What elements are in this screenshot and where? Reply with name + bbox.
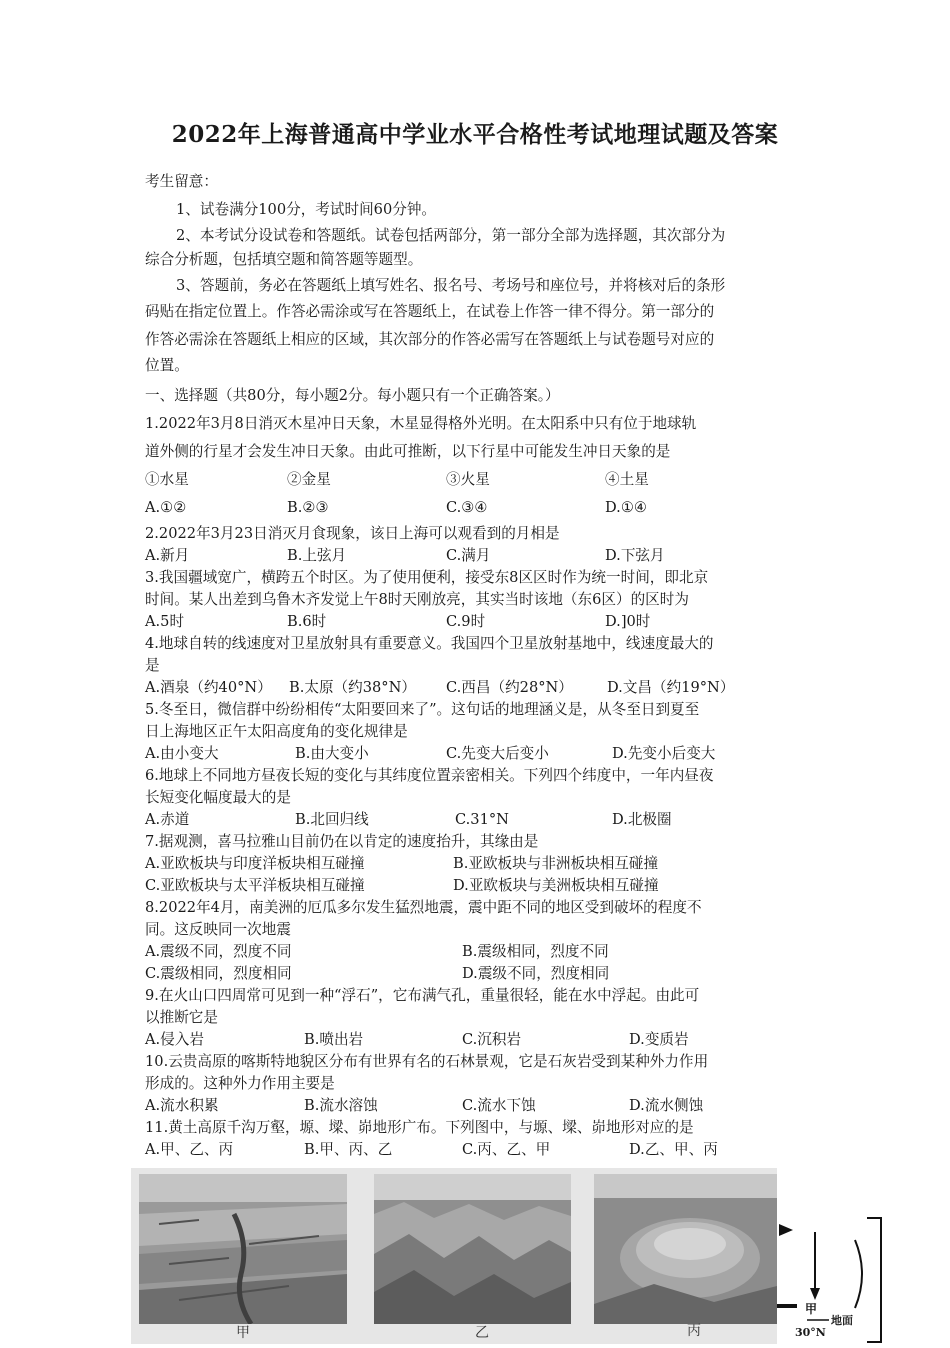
section-heading: 一、选择题（共80分，每小题2分。每小题只有一个正确答案。） bbox=[145, 387, 560, 404]
answer-option: C.9时 bbox=[446, 613, 486, 630]
diagram-label-lat: 30°N bbox=[795, 1326, 826, 1339]
planet-item: ①水星 bbox=[145, 471, 189, 488]
question-text: 形成的。这种外力作用主要是 bbox=[145, 1075, 335, 1092]
answer-option: D.乙、甲、丙 bbox=[629, 1141, 718, 1158]
landform-photos bbox=[131, 1168, 777, 1344]
answer-option: B.甲、丙、乙 bbox=[304, 1141, 393, 1158]
answer-option: D.震级不同，烈度相同 bbox=[462, 965, 610, 982]
answer-option: B.由大变小 bbox=[295, 745, 369, 762]
answer-option: A.亚欧板块与印度洋板块相互碰撞 bbox=[145, 855, 365, 872]
question-text: 7.据观测，喜马拉雅山目前仍在以肯定的速度抬升，其缘由是 bbox=[145, 833, 539, 850]
notice-item: 1、试卷满分100分，考试时间60分钟。 bbox=[176, 201, 437, 218]
answer-option: A.酒泉（约40°N） bbox=[145, 679, 272, 696]
question-text: 4.地球自转的线速度对卫星放射具有重要意义。我国四个卫星放射基地中，线速度最大的 bbox=[145, 635, 714, 652]
question-text: 道外侧的行星才会发生冲日天象。由此可推断，以下行星中可能发生冲日天象的是 bbox=[145, 443, 671, 460]
question-text: 2.2022年3月23日消灭月食现象，该日上海可以观看到的月相是 bbox=[145, 525, 560, 542]
answer-option: D.①④ bbox=[605, 499, 647, 516]
answer-option: C.沉积岩 bbox=[462, 1031, 522, 1048]
question-text: 10.云贵高原的喀斯特地貌区分布有世界有名的石林景观，它是石灰岩受到某种外力作用 bbox=[145, 1053, 709, 1070]
answer-option: D.变质岩 bbox=[629, 1031, 689, 1048]
notice-item: 2、本考试分设试卷和答题纸。试卷包括两部分，第一部分全部为选择题，其次部分为 bbox=[176, 227, 726, 244]
photo-bing bbox=[594, 1174, 777, 1324]
question-text: 以推断它是 bbox=[145, 1009, 218, 1026]
answer-option: C.丙、乙、甲 bbox=[462, 1141, 551, 1158]
answer-option: B.②③ bbox=[287, 499, 329, 516]
diagram-label-ground: 地面 bbox=[831, 1314, 853, 1327]
answer-option: A.侵入岩 bbox=[145, 1031, 204, 1048]
answer-option: C.③④ bbox=[446, 499, 488, 516]
answer-option: D.亚欧板块与美洲板块相互碰撞 bbox=[453, 877, 659, 894]
photo-caption: 乙 bbox=[475, 1325, 489, 1341]
answer-option: B.太原（约38°N） bbox=[289, 679, 416, 696]
planet-item: ②金星 bbox=[287, 471, 331, 488]
notice-item: 位置。 bbox=[145, 357, 189, 374]
page-title: 2022年上海普通高中学业水平合格性考试地理试题及答案 bbox=[171, 121, 779, 148]
answer-option: D.]0时 bbox=[605, 613, 651, 630]
diagram-label-jia: 甲 bbox=[805, 1302, 818, 1316]
question-text: 时间。某人出差到乌鲁木齐发觉上午8时天刚放亮，其实当时该地（东6区）的区时为 bbox=[145, 591, 689, 608]
photo-bing-image bbox=[594, 1174, 777, 1324]
answer-option: A.①② bbox=[145, 499, 187, 516]
answer-option: A.由小变大 bbox=[145, 745, 219, 762]
partial-diagram bbox=[777, 1216, 897, 1348]
question-text: 3.我国疆域宽广，横跨五个时区。为了使用便利，接受东8区区时作为统一时间，即北京 bbox=[145, 569, 709, 586]
answer-option: C.满月 bbox=[446, 547, 491, 564]
answer-option: B.震级相同，烈度不同 bbox=[462, 943, 609, 960]
notice-item: 码贴在指定位置上。作答必需涂或写在答题纸上，在试卷上作答一律不得分。第一部分的 bbox=[145, 303, 715, 320]
answer-option: D.下弦月 bbox=[605, 547, 665, 564]
answer-option: B.北回归线 bbox=[295, 811, 369, 828]
answer-option: C.流水下蚀 bbox=[462, 1097, 536, 1114]
answer-option: A.赤道 bbox=[145, 811, 190, 828]
answer-option: D.先变小后变大 bbox=[612, 745, 716, 762]
photo-jia-image bbox=[139, 1174, 347, 1324]
notice-item: 3、答题前，务必在答题纸上填写姓名、报名号、考场号和座位号，并将核对后的条形 bbox=[176, 277, 726, 294]
answer-option: B.喷出岩 bbox=[304, 1031, 364, 1048]
answer-option: D.北极圈 bbox=[612, 811, 672, 828]
answer-option: A.甲、乙、丙 bbox=[145, 1141, 234, 1158]
photo-caption: 甲 bbox=[236, 1325, 250, 1341]
question-text: 是 bbox=[145, 657, 160, 674]
question-text: 长短变化幅度最大的是 bbox=[145, 789, 291, 806]
answer-option: C.西昌（约28°N） bbox=[446, 679, 573, 696]
answer-option: A.5时 bbox=[145, 613, 185, 630]
question-text: 日上海地区正午太阳高度角的变化规律是 bbox=[145, 723, 408, 740]
question-text: 11.黄土高原千沟万壑，塬、墚、峁地形广布。下列图中，与塬、墚、峁地形对应的是 bbox=[145, 1119, 694, 1136]
planet-item: ③火星 bbox=[446, 471, 490, 488]
photo-yi bbox=[374, 1174, 571, 1324]
answer-option: D.文昌（约19°N） bbox=[607, 679, 735, 696]
photo-yi-image bbox=[374, 1174, 571, 1324]
answer-option: C.亚欧板块与太平洋板块相互碰撞 bbox=[145, 877, 365, 894]
question-text: 8.2022年4月，南美洲的厄瓜多尔发生猛烈地震，震中距不同的地区受到破坏的程度不 bbox=[145, 899, 702, 916]
answer-option: A.流水积累 bbox=[145, 1097, 219, 1114]
answer-option: D.流水侧蚀 bbox=[629, 1097, 704, 1114]
question-text: 6.地球上不同地方昼夜长短的变化与其纬度位置亲密相关。下列四个纬度中，一年内昼夜 bbox=[145, 767, 714, 784]
question-text: 5.冬至日，微信群中纷纷相传“太阳要回来了”。这句话的地理涵义是，从冬至日到夏至 bbox=[145, 701, 700, 718]
notice-item: 综合分析题，包括填空题和简答题等题型。 bbox=[145, 251, 423, 268]
question-text: 同。这反映同一次地震 bbox=[145, 921, 291, 938]
answer-option: B.6时 bbox=[287, 613, 327, 630]
planet-item: ④土星 bbox=[605, 471, 649, 488]
answer-option: A.震级不同，烈度不同 bbox=[145, 943, 292, 960]
answer-option: C.先变大后变小 bbox=[446, 745, 549, 762]
question-text: 9.在火山口四周常可见到一种“浮石”，它布满气孔，重量很轻，能在水中浮起。由此可 bbox=[145, 987, 700, 1004]
notice-heading: 考生留意： bbox=[145, 173, 218, 190]
answer-option: B.流水溶蚀 bbox=[304, 1097, 378, 1114]
answer-option: B.上弦月 bbox=[287, 547, 347, 564]
photo-jia bbox=[139, 1174, 347, 1324]
answer-option: A.新月 bbox=[145, 547, 190, 564]
question-text: 1.2022年3月8日消灭木星冲日天象，木星显得格外光明。在太阳系中只有位于地球轨 bbox=[145, 415, 697, 432]
answer-option: C.31°N bbox=[455, 811, 509, 828]
answer-option: B.亚欧板块与非洲板块相互碰撞 bbox=[453, 855, 659, 872]
photo-caption: 丙 bbox=[687, 1323, 701, 1339]
answer-option: C.震级相同，烈度相同 bbox=[145, 965, 292, 982]
notice-item: 作答必需涂在答题纸上相应的区域，其次部分的作答必需写在答题纸上与试卷题号对应的 bbox=[145, 331, 715, 348]
